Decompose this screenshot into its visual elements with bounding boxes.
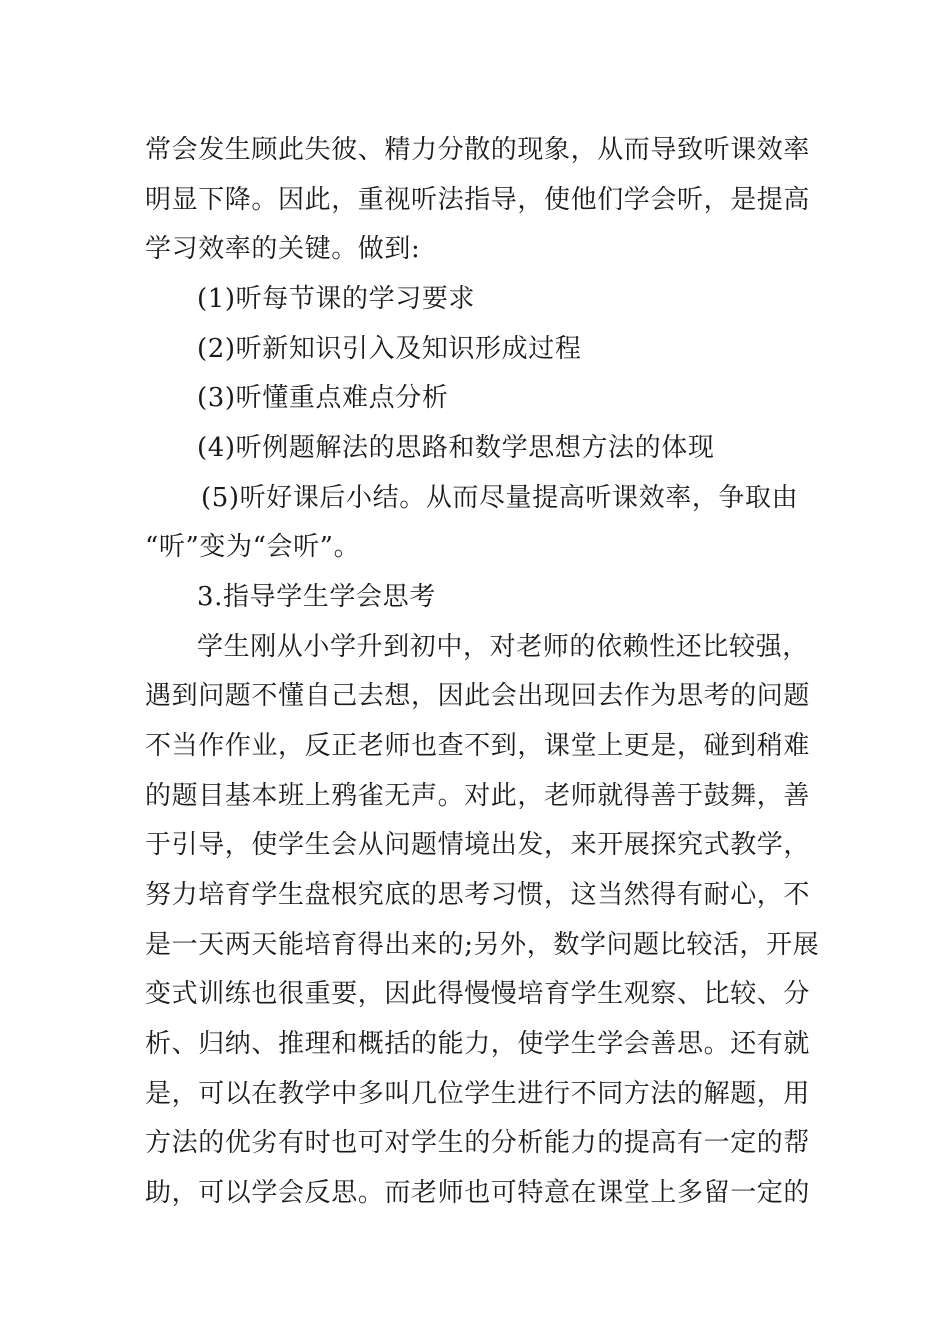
- text-line: 析、归纳、推理和概括的能力，使学生学会善思。还有就: [145, 1029, 811, 1059]
- list-item: (1)听每节课的学习要求: [197, 284, 476, 314]
- list-item: (3)听懂重点难点分析: [197, 383, 449, 413]
- text-line: 明显下降。因此，重视听法指导，使他们学会听，是提高: [145, 185, 811, 215]
- text-line: 是一天两天能培育得出来的;另外，数学问题比较活，开展: [145, 930, 820, 960]
- text-line: 于引导，使学生会从问题情境出发，来开展探究式教学，: [145, 830, 811, 860]
- text-line: 学生刚从小学升到初中，对老师的依赖性还比较强，: [197, 632, 809, 662]
- text-line: 的题目基本班上鸦雀无声。对此，老师就得善于鼓舞，善: [145, 781, 811, 811]
- text-line: 学习效率的关键。做到:: [145, 234, 421, 264]
- text-line: “听”变为“会听”。: [145, 532, 361, 562]
- text-line: 遇到问题不懂自己去想，因此会出现回去作为思考的问题: [145, 681, 811, 711]
- text-line: 努力培育学生盘根究底的思考习惯，这当然得有耐心，不: [145, 880, 811, 910]
- list-item: (4)听例题解法的思路和数学思想方法的体现: [197, 433, 715, 463]
- section-heading: 3.指导学生学会思考: [197, 582, 436, 612]
- list-item: (2)听新知识引入及知识形成过程: [197, 334, 582, 364]
- text-line: 助，可以学会反思。而老师也可特意在课堂上多留一定的: [145, 1178, 811, 1208]
- text-line: 方法的优劣有时也可对学生的分析能力的提高有一定的帮: [145, 1128, 811, 1158]
- list-item: (5)听好课后小结。从而尽量提高听课效率，争取由: [201, 483, 799, 513]
- text-line: 是，可以在教学中多叫几位学生进行不同方法的解题，用: [145, 1079, 811, 1109]
- text-line: 常会发生顾此失彼、精力分散的现象，从而导致听课效率: [145, 135, 811, 165]
- text-line: 不当作作业，反正老师也查不到，课堂上更是，碰到稍难: [145, 731, 811, 761]
- text-line: 变式训练也很重要，因此得慢慢培育学生观察、比较、分: [145, 979, 811, 1009]
